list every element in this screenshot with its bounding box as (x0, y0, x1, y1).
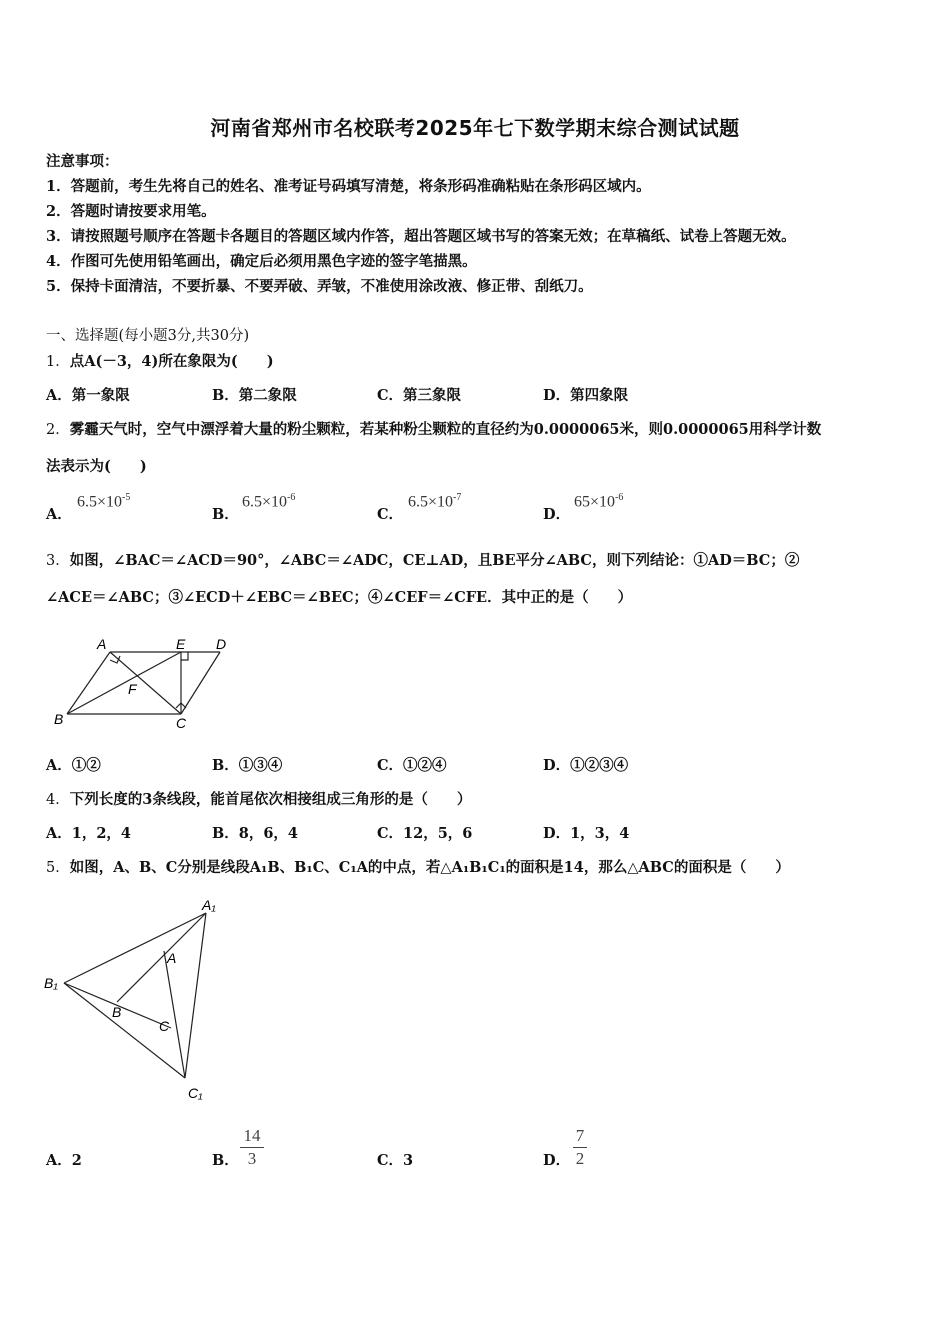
notice-heading: 注意事项： (46, 153, 119, 170)
option-b: B．8，6，4 (212, 825, 299, 842)
question-2-continued: 法表示为( ) (46, 458, 147, 475)
triangle-figure (38, 893, 238, 1108)
option-c: C．第三象限 (377, 387, 462, 404)
notice-item: 2．答题时请按要求用笔。 (46, 203, 216, 220)
section-heading: 一、选择题(每小题3分,共30分) (46, 328, 250, 344)
option-d-label: D． (543, 1152, 571, 1169)
option-a: A．第一象限 (46, 387, 130, 404)
question-number: 5． (46, 860, 70, 876)
notice-item: 3．请按照题号顺序在答题卡各题目的答题区域内作答，超出答题区域书写的答案无效；在草稿纸、试卷上答题无效。 (46, 228, 796, 245)
question-3-continued: ∠ACE＝∠ABC；③∠ECD＋∠EBC＝∠BEC；④∠CEF＝∠CFE．其中正的是（ ） (46, 589, 633, 606)
question-number: 1． (46, 354, 70, 370)
option-a: A．2 (46, 1152, 82, 1169)
option-d-fraction: 7 2 (573, 1126, 587, 1169)
option-c: C．12，5，6 (377, 825, 473, 842)
option-d: D．1，3，4 (543, 825, 630, 842)
option-d: D．①②③④ (543, 757, 629, 774)
question-text: 雾霾天气时，空气中漂浮着大量的粉尘颗粒，若某种粉尘颗粒的直径约为0.0000065米，则0.0000065用科学计数 (69, 421, 822, 438)
option-b-label: B． (212, 506, 239, 523)
option-b: B．①③④ (212, 757, 283, 774)
question-5 (46, 858, 790, 878)
question-text: 如图，∠BAC＝∠ACD＝90°，∠ABC＝∠ADC，CE⊥AD，且BE平分∠ABC，则下列结论：①AD＝BC；② (69, 552, 800, 569)
label-A: A (167, 950, 177, 966)
notice-item: 1．答题前，考生先将自己的姓名、准考证号码填写清楚，将条形码准确粘贴在条形码区域内。 (46, 178, 651, 195)
question-number: 4． (46, 792, 70, 808)
label-D: D (216, 636, 227, 652)
label-B: B (54, 711, 64, 727)
option-b-fraction: 14 3 (240, 1126, 264, 1169)
question-text: 下列长度的3条线段，能首尾依次相接组成三角形的是（ ） (69, 791, 472, 808)
parallelogram-figure (40, 630, 250, 735)
page-title: 河南省郑州市名校联考2025年七下数学期末综合测试试题 (210, 116, 740, 140)
label-E: E (176, 636, 186, 652)
question-1 (46, 352, 274, 372)
option-a-label: A． (46, 506, 72, 523)
option-a-value: $6.5\times 10^{-5}$ (77, 492, 131, 511)
label-C1: C₁ (188, 1085, 203, 1101)
option-c-label: C． (377, 506, 404, 523)
question-2 (46, 420, 821, 440)
option-c-value: $6.5\times 10^{-7}$ (408, 492, 462, 511)
label-B1: B₁ (44, 975, 58, 991)
label-C: C (159, 1018, 170, 1034)
label-B: B (112, 1004, 122, 1020)
option-a: A．1，2，4 (46, 825, 132, 842)
option-b-label: B． (212, 1152, 239, 1169)
option-c: C．3 (377, 1152, 414, 1169)
label-A: A (97, 636, 107, 652)
label-F: F (128, 681, 137, 697)
question-3 (46, 551, 799, 571)
notice-item: 4．作图可先使用铅笔画出，确定后必须用黑色字迹的签字笔描黑。 (46, 253, 477, 270)
option-b-value: $6.5\times 10^{-6}$ (242, 492, 296, 511)
question-4 (46, 790, 471, 810)
option-a: A．①② (46, 757, 101, 774)
option-d-label: D． (543, 506, 571, 523)
question-number: 3． (46, 553, 70, 569)
question-text: 点A(－3，4)所在象限为( ) (69, 353, 274, 370)
option-d-value: $65\times 10^{-6}$ (574, 492, 624, 511)
option-c: C．①②④ (377, 757, 447, 774)
question-number: 2． (46, 422, 70, 438)
notice-item: 5．保持卡面清洁，不要折暴、不要弄破、弄皱，不准使用涂改液、修正带、刮纸刀。 (46, 278, 593, 295)
label-C: C (176, 715, 187, 731)
question-text: 如图，A、B、C分别是线段A₁B、B₁C、C₁A的中点，若△A₁B₁C₁的面积是14，那么△ABC的面积是（ ） (69, 859, 790, 876)
label-A1: A₁ (202, 897, 216, 913)
option-b: B．第二象限 (212, 387, 297, 404)
option-d: D．第四象限 (543, 387, 629, 404)
